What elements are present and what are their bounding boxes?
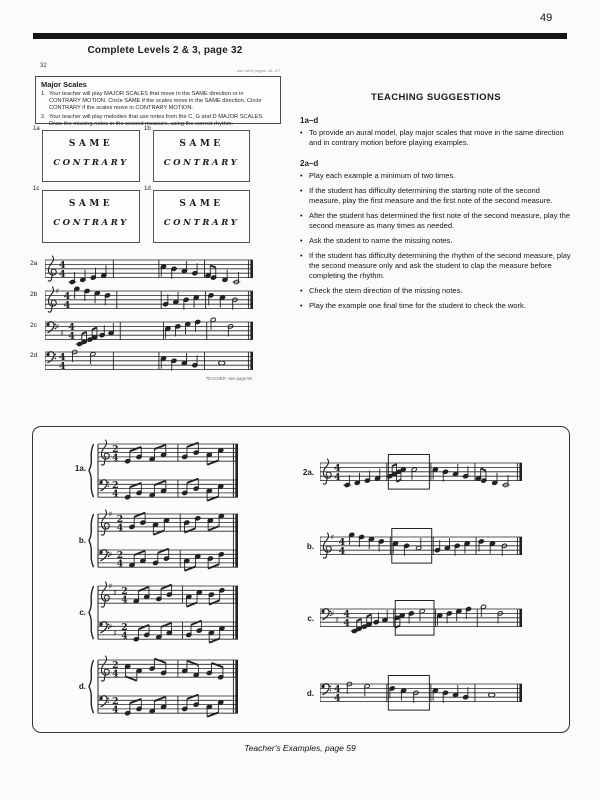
svg-text:♯: ♯ [108,549,113,559]
svg-text:4: 4 [68,322,75,334]
svg-text:2: 2 [116,514,124,525]
teaching-suggestions [300,92,572,316]
svg-text:♯: ♯ [330,609,335,618]
same-option: SAME [179,199,224,209]
bullet-item [300,286,572,296]
choice-box-label-1d: 1d [144,186,151,192]
bullet-icon: • [300,170,303,180]
bullet-item [300,211,572,231]
worksheet-corner-note: use with pages 46, 47 [236,68,280,73]
svg-text:4: 4 [112,668,119,680]
page-number: 49 [540,12,553,24]
svg-text:4: 4 [58,361,66,372]
bullet-item [300,301,572,311]
staff-label-2b: 2b [30,291,38,298]
svg-text:4: 4 [121,594,128,606]
choice-box-1a [42,130,140,182]
svg-text:4: 4 [333,463,341,475]
system-label-1a: 1a. [74,464,86,473]
teacher-note: TEACHER: See page 59. [205,376,253,381]
teaching-suggestions-title: TEACHING SUGGESTIONS [371,92,501,103]
svg-text:4: 4 [121,630,128,642]
choice-box-1b [153,130,250,182]
bullet-text: If the student has difficulty determining the rhythm of the second measure, play the second measure only and ask the student to clap the measure before completing the rhythm. [309,250,571,280]
svg-text:4: 4 [63,300,71,311]
bullet-text: Play each example a minimum of two times. [309,170,456,180]
contrary-option: CONTRARY [163,218,240,228]
bullet-list [300,171,572,311]
choice-box-label-1b: 1b [144,126,151,132]
system-label-d: d. [78,682,86,691]
svg-text:4: 4 [343,609,350,621]
svg-text:2: 2 [112,444,119,455]
bullet-item [300,128,572,148]
svg-text:♯: ♯ [60,328,64,338]
svg-text:4: 4 [333,472,341,483]
choice-box-label-1c: 1c [33,186,40,192]
svg-text:♯: ♯ [113,628,117,638]
svg-text:♯: ♯ [335,615,339,625]
svg-text:4: 4 [343,618,350,629]
choice-box-1d [153,190,250,243]
bullet-icon: • [300,285,303,295]
contrary-option: CONTRARY [53,158,129,168]
choice-box-label-1a: 1a [33,126,40,132]
bottom-caption: Teacher's Examples, page 59 [244,743,356,753]
svg-text:4: 4 [112,488,119,500]
svg-text:♯: ♯ [108,621,113,631]
svg-text:4: 4 [333,693,341,704]
svg-text:♯: ♯ [108,509,113,519]
example-staff-2a [320,449,522,502]
svg-text:4: 4 [63,291,71,303]
example-label-b: b. [306,542,314,551]
svg-text:♯: ♯ [55,286,60,296]
instruction-box-title: Major Scales [41,80,87,89]
bullet-item [300,186,572,206]
section-2a-d [300,159,572,311]
bullet-text: To provide an aural model, play major scales that move in the same direction and in contrary motion before playing examples. [309,128,564,147]
instruction-text: Your teacher will play melodies that use notes from the C, G and D MAJOR SCALES. Draw the missing notes in the second measure, using the correct rhythm. [49,114,264,128]
staff-label-2a: 2a [30,260,38,267]
worksheet-staff-2d [45,338,253,391]
instruction-number: 2. [41,114,46,121]
svg-text:4: 4 [338,537,346,549]
example-system-c [86,574,240,657]
svg-text:2: 2 [112,660,119,671]
bullet-list [300,128,572,148]
svg-text:♯: ♯ [108,581,113,591]
bullet-item [300,236,572,246]
example-label-2a: 2a. [302,468,314,477]
svg-text:4: 4 [333,684,341,696]
instruction-text: Your teacher will play MAJOR SCALES that move in the SAME direction or in CONTRARY MOTION. Circle SAME if the scales move in the SAME direction. Circle CONTRARY if the scales move in CONTRARY MOTION. [49,91,262,112]
example-system-d [86,648,240,731]
svg-text:4: 4 [338,546,346,557]
section-heading: 1a–d [300,116,319,125]
bullet-icon: • [300,250,303,260]
bullet-icon: • [300,128,303,137]
bullet-icon: • [300,300,303,310]
svg-text:4: 4 [112,452,119,464]
example-staff-d [320,670,522,723]
staff-label-2d: 2d [30,352,38,359]
system-label-b: b. [78,536,86,545]
section-1a-d [300,116,572,148]
svg-text:2: 2 [116,550,124,561]
instruction-item [41,91,275,113]
instruction-box [35,76,281,128]
svg-text:4: 4 [116,522,124,534]
svg-text:2: 2 [112,480,119,491]
instruction-list [41,91,275,128]
example-label-c: c. [307,614,314,623]
svg-text:♯: ♯ [55,322,60,331]
example-system-b [86,502,240,585]
bullet-icon: • [300,185,303,195]
instruction-item [41,114,275,128]
svg-text:4: 4 [116,558,124,570]
system-label-c: c. [79,608,86,617]
bullet-text: Ask the student to name the missing notes. [309,235,453,245]
choice-box-1c [42,190,140,243]
svg-text:4: 4 [68,331,75,342]
same-option: SAME [179,139,224,149]
example-label-d: d. [306,689,314,698]
instruction-number: 1. [41,91,46,97]
svg-text:♯: ♯ [113,588,117,598]
bullet-icon: • [300,210,303,220]
same-option: SAME [68,139,114,149]
svg-text:4: 4 [112,704,119,716]
top-rule [33,33,567,39]
bullet-text: If the student has difficulty determining the starting note of the second measure, play the first measure and the first note of the second measure. [309,185,553,205]
staff-label-2c: 2c [30,322,37,329]
worksheet-heading: Complete Levels 2 & 3, page 32 [87,45,243,56]
svg-text:4: 4 [58,260,66,272]
same-option: SAME [68,199,114,209]
svg-text:2: 2 [112,696,119,707]
svg-text:2: 2 [121,586,128,597]
example-staff-b [320,523,522,576]
svg-text:♯: ♯ [330,532,335,542]
contrary-option: CONTRARY [53,218,129,228]
bullet-icon: • [300,235,303,245]
svg-text:4: 4 [58,269,66,280]
bullet-text: Check the stem direction of the missing notes. [309,285,463,295]
svg-text:2: 2 [121,622,128,633]
bullet-item [300,251,572,281]
bullet-text: Play the example one final time for the student to check the work. [309,300,526,310]
section-heading: 2a–d [300,158,319,168]
worksheet-page-number: 32 [40,63,47,69]
svg-text:4: 4 [58,352,66,364]
bullet-text: After the student has determined the first note of the second measure, play the second measure as many times as needed. [309,210,570,230]
contrary-option: CONTRARY [163,158,240,168]
example-staff-c [320,595,522,648]
bullet-item [300,171,572,181]
